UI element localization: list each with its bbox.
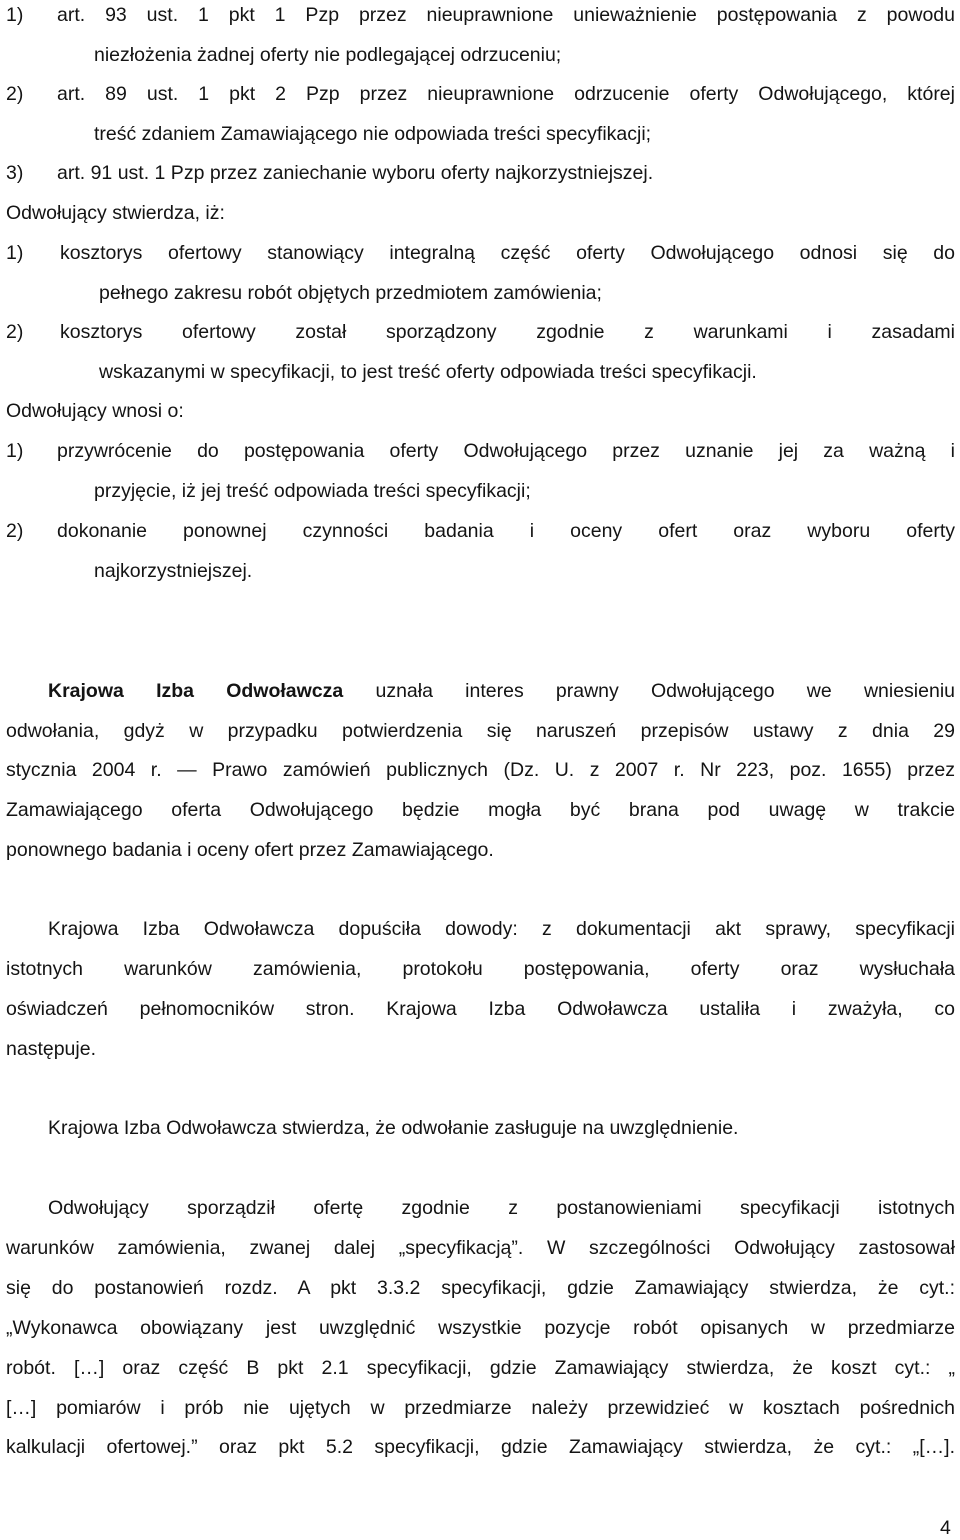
list-item-line: pełnego zakresu robót objętych przedmiotem zamówienia; — [99, 282, 602, 304]
list-number: 3) — [6, 162, 24, 184]
list-item-line: niezłożenia żadnej oferty nie podlegającej odrzuceniu; — [94, 44, 562, 66]
paragraph-line: […] pomiarów i prób nie ujętych w przedmiarze należy przewidzieć w kosztach pośrednich — [6, 1397, 955, 1419]
section-intro: Odwołujący stwierdza, iż: — [6, 202, 225, 224]
paragraph-line: ponownego badania i oceny ofert przez Zamawiającego. — [6, 839, 494, 861]
list-item-line: dokonanie ponownej czynności badania i oceny ofert oraz wyboru oferty — [57, 520, 955, 542]
paragraph-line: Krajowa Izba Odwoławcza stwierdza, że odwołanie zasługuje na uwzględnienie. — [48, 1117, 739, 1139]
list-number: 1) — [6, 4, 24, 26]
bold-phrase: Krajowa Izba Odwoławcza — [48, 680, 344, 702]
paragraph-text: uznała interes prawny Odwołującego we wniesieniu — [343, 680, 956, 702]
paragraph-line: Odwołujący sporządził ofertę zgodnie z postanowieniami specyfikacji istotnych — [48, 1197, 955, 1219]
list-item-line: treść zdaniem Zamawiającego nie odpowiada treści specyfikacji; — [94, 123, 652, 145]
list-item-line: przywrócenie do postępowania oferty Odwołującego przez uznanie jej za ważną i — [57, 440, 955, 462]
section-intro: Odwołujący wnosi o: — [6, 400, 184, 422]
list-number: 2) — [6, 321, 24, 343]
page-number: 4 — [940, 1517, 951, 1539]
paragraph-line: Zamawiającego oferta Odwołującego będzie mogła być brana pod uwagę w trakcie — [6, 799, 955, 821]
paragraph-line: warunków zamówienia, zwanej dalej „specyfikacją”. W szczególności Odwołujący zastosował — [6, 1237, 955, 1259]
list-item-line: kosztorys ofertowy stanowiący integralną część oferty Odwołującego odnosi się do — [60, 242, 955, 264]
paragraph-line: stycznia 2004 r. — Prawo zamówień publicznych (Dz. U. z 2007 r. Nr 223, poz. 1655) przez — [6, 759, 955, 781]
list-item-line: art. 91 ust. 1 Pzp przez zaniechanie wyboru oferty najkorzystniejszej. — [57, 162, 654, 184]
paragraph-line: „Wykonawca obowiązany jest uwzględnić wszystkie pozycje robót opisanych w przedmiarze — [6, 1317, 955, 1339]
list-item-line: art. 93 ust. 1 pkt 1 Pzp przez nieuprawnione unieważnienie postępowania z powodu — [57, 4, 955, 26]
list-number: 2) — [6, 83, 24, 105]
list-item-line: wskazanymi w specyfikacji, to jest treść oferty odpowiada treści specyfikacji. — [99, 361, 757, 383]
list-item-line: przyjęcie, iż jej treść odpowiada treści specyfikacji; — [94, 480, 531, 502]
paragraph-line: odwołania, gdyż w przypadku potwierdzenia się naruszeń przepisów ustawy z dnia 29 — [6, 720, 955, 742]
list-number: 1) — [6, 440, 24, 462]
paragraph-line — [48, 679, 955, 703]
paragraph-line: następuje. — [6, 1038, 96, 1060]
list-item-line: kosztorys ofertowy został sporządzony zgodnie z warunkami i zasadami — [60, 321, 955, 343]
paragraph-line: Krajowa Izba Odwoławcza dopuściła dowody: z dokumentacji akt sprawy, specyfikacji — [48, 918, 955, 940]
list-number: 2) — [6, 520, 24, 542]
paragraph-line: istotnych warunków zamówienia, protokołu postępowania, oferty oraz wysłuchała — [6, 958, 955, 980]
list-number: 1) — [6, 242, 24, 264]
list-item-line: najkorzystniejszej. — [94, 560, 253, 582]
paragraph-line: się do postanowień rozdz. A pkt 3.3.2 specyfikacji, gdzie Zamawiający stwierdza, że cyt.: — [6, 1277, 955, 1299]
paragraph-line: robót. […] oraz część B pkt 2.1 specyfikacji, gdzie Zamawiający stwierdza, że koszt cyt.: „ — [6, 1357, 955, 1379]
paragraph-line: kalkulacji ofertowej.” oraz pkt 5.2 specyfikacji, gdzie Zamawiający stwierdza, że cyt.: „[…]. — [6, 1436, 955, 1458]
paragraph-line: oświadczeń pełnomocników stron. Krajowa Izba Odwoławcza ustaliła i zważyła, co — [6, 998, 955, 1020]
list-item-line: art. 89 ust. 1 pkt 2 Pzp przez nieuprawnione odrzucenie oferty Odwołującego, której — [57, 83, 955, 105]
